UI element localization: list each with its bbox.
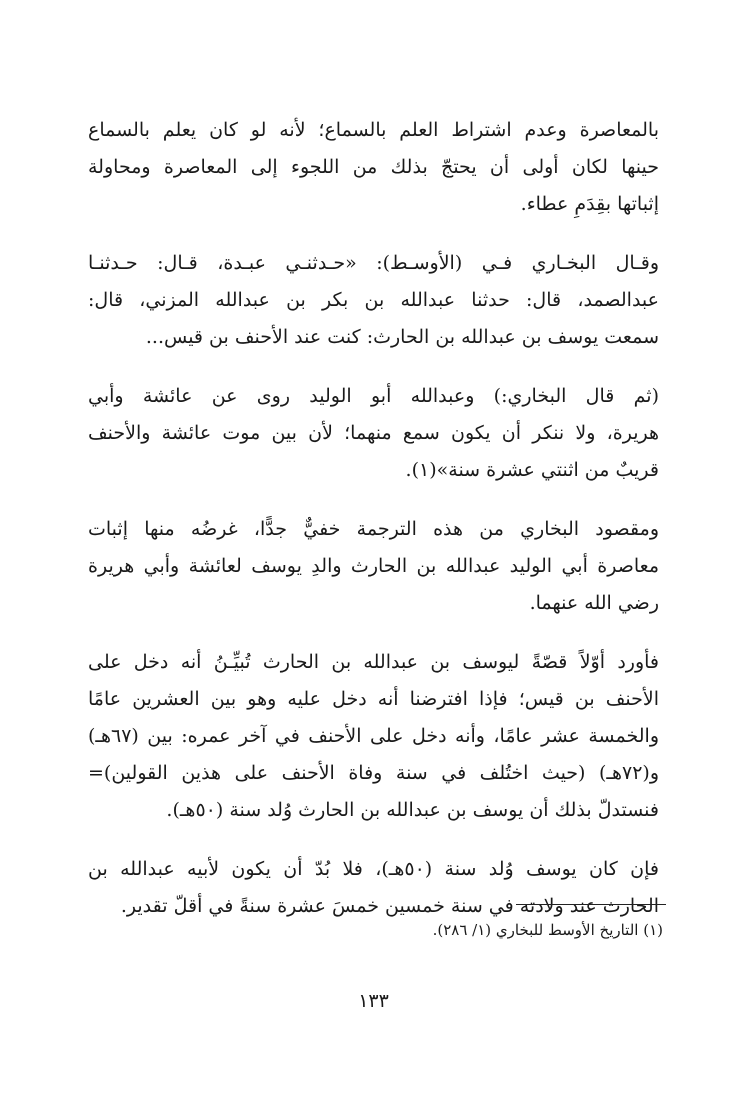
footnote-separator (516, 904, 666, 905)
paragraph-line: قريبٌ من اثنتي عشرة سنة»(١). (405, 459, 659, 481)
paragraph-line: حينها لكان أولى أن يحتجّ بذلك من اللجوء إلى المعاصرة ومحاولة (88, 156, 659, 178)
paragraph-line: والخمسة عشر عامًا، وأنه دخل على الأحنف في آخر عمره: بين (٦٧هـ) (88, 725, 659, 747)
paragraph-line: هريرة، ولا ننكر أن يكون سمع منهما؛ لأن بين موت عائشة والأحنف (88, 422, 659, 444)
paragraph-line: بالمعاصرة وعدم اشتراط العلم بالسماع؛ لأنه لو كان يعلم بالسماع (88, 119, 659, 141)
paragraph-4 (88, 511, 659, 622)
paragraph-line: فإن كان يوسف وُلد سنة (٥٠هـ)، فلا بُدّ أن يكون لأبيه عبدالله بن (88, 858, 659, 880)
paragraph-line: الأحنف بن قيس؛ فإذا افترضنا أنه دخل عليه وهو بين العشرين عامًا (88, 688, 659, 710)
paragraph-line: رضي الله عنهما. (529, 592, 659, 614)
paragraph-line: عبدالصمد، قال: حدثنا عبدالله بن بكر بن عبدالله المزني، قال: (88, 289, 659, 311)
page-body (88, 112, 659, 947)
paragraph-6 (88, 851, 659, 925)
paragraph-line: فأورد أوّلاً قصّةً ليوسف بن عبدالله بن الحارث تُبيِّـنُ أنه دخل على (88, 651, 659, 673)
paragraph-2 (88, 245, 659, 356)
page-number: ١٣٣ (358, 990, 389, 1012)
footnote: (١) التاريخ الأوسط للبخاري (١/ ٢٨٦). (432, 921, 663, 939)
paragraph-line: إثباتها بقِدَمِ عطاء. (520, 193, 659, 215)
paragraph-line: (ثم قال البخاري:) وعبدالله أبو الوليد روى عن عائشة وأبي (88, 385, 659, 407)
paragraph-line: فنستدلّ بذلك أن يوسف بن عبدالله بن الحارث وُلد سنة (٥٠هـ). (166, 799, 659, 821)
paragraph-line: وقـال البخـاري فـي (الأوسـط): «حـدثنـي عبـدة، قـال: حـدثنـا (88, 252, 659, 274)
paragraph-3 (88, 378, 659, 489)
paragraph-line: معاصرة أبي الوليد عبدالله بن الحارث والدِ يوسف لعائشة وأبي هريرة (88, 555, 659, 577)
paragraph-1 (88, 112, 659, 223)
paragraph-line: سمعت يوسف بن عبدالله بن الحارث: كنت عند الأحنف بن قيس... (145, 326, 659, 348)
paragraph-5 (88, 644, 659, 829)
paragraph-line: الحارث عند ولادته في سنة خمسين خمسَ عشرة سنةً في أقلّ تقدير. (120, 895, 659, 917)
paragraph-line: و(٧٢هـ) (حيث اختُلف في سنة وفاة الأحنف على هذين القولين)= (88, 762, 659, 784)
paragraph-line: ومقصود البخاري من هذه الترجمة خفيٌّ جدًّا، غرضُه منها إثبات (88, 518, 659, 540)
